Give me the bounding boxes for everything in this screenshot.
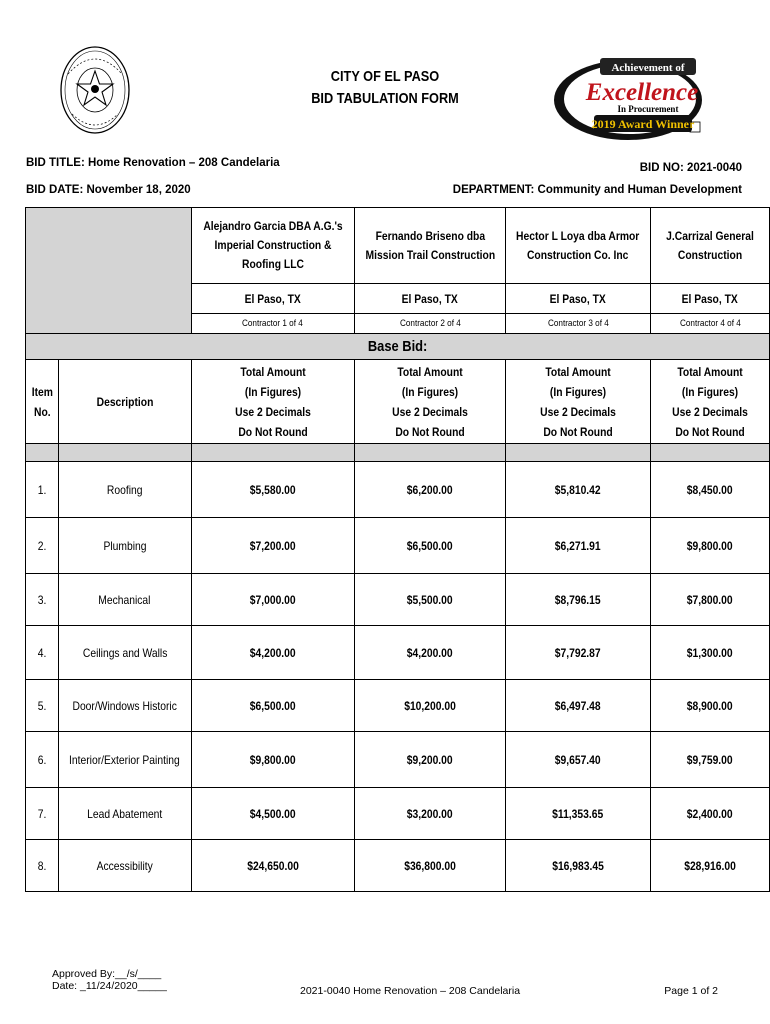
item-description: Interior/Exterior Painting (58, 732, 191, 788)
spacer-cell (506, 444, 650, 462)
bid-amount: $9,759.00 (650, 732, 769, 788)
bid-amount: $6,200.00 (354, 462, 506, 518)
award-line-4: 2019 Award Winner (591, 117, 695, 131)
bid-amount: $7,792.87 (506, 626, 650, 680)
bid-amount: $7,200.00 (191, 518, 354, 574)
bid-amount: $24,650.00 (191, 840, 354, 892)
bid-number: BID NO: 2021-0040 (639, 162, 742, 174)
spacer-cell (650, 444, 769, 462)
table-row (26, 732, 770, 788)
item-no: 8. (26, 840, 59, 892)
bid-amount: $8,796.15 (506, 574, 650, 626)
form-title: BID TABULATION FORM (311, 90, 459, 107)
bid-amount: $4,200.00 (354, 626, 506, 680)
department: DEPARTMENT: Community and Human Development (452, 184, 742, 196)
description-header: Description (58, 360, 191, 444)
amount-header-2: Total Amount (In Figures) Use 2 Decimals Do Not Round (354, 360, 506, 444)
bid-amount: $8,900.00 (650, 680, 769, 732)
bid-title: BID TITLE: Home Renovation – 208 Candelaria (26, 157, 280, 169)
item-no: 3. (26, 574, 59, 626)
bid-amount: $4,200.00 (191, 626, 354, 680)
spacer-cell (26, 444, 59, 462)
contractor-1-name: Alejandro Garcia DBA A.G.'s Imperial Construction & Roofing LLC (191, 208, 354, 284)
bid-amount: $28,916.00 (650, 840, 769, 892)
item-no: 4. (26, 626, 59, 680)
table-row (26, 462, 770, 518)
contractor-2-count: Contractor 2 of 4 (354, 314, 506, 334)
contractor-1-count: Contractor 1 of 4 (191, 314, 354, 334)
base-bid-label: Base Bid: (26, 334, 770, 360)
item-description: Roofing (58, 462, 191, 518)
table-row (26, 574, 770, 626)
amount-header-1: Total Amount (In Figures) Use 2 Decimals Do Not Round (191, 360, 354, 444)
table-row (26, 680, 770, 732)
item-description: Plumbing (58, 518, 191, 574)
bid-amount: $2,400.00 (650, 788, 769, 840)
contractor-3-name: Hector L Loya dba Armor Construction Co. Inc (506, 208, 650, 284)
contractor-4-count: Contractor 4 of 4 (650, 314, 769, 334)
spacer-cell (354, 444, 506, 462)
contractor-2-name: Fernando Briseno dba Mission Trail Construction (354, 208, 506, 284)
approval-block (52, 968, 167, 992)
page-number: Page 1 of 2 (664, 985, 718, 997)
org-name: CITY OF EL PASO (330, 68, 440, 85)
bid-amount: $9,800.00 (650, 518, 769, 574)
spacer-cell (191, 444, 354, 462)
award-line-2: Excellence (585, 79, 699, 106)
award-line-1: Achievement of (611, 62, 685, 74)
bid-amount: $1,300.00 (650, 626, 769, 680)
bid-date: BID DATE: November 18, 2020 (26, 184, 191, 196)
header-blank-cell (26, 208, 192, 334)
item-no: 5. (26, 680, 59, 732)
spacer-cell (58, 444, 191, 462)
contractor-4-city: El Paso, TX (650, 284, 769, 314)
bid-amount: $7,800.00 (650, 574, 769, 626)
table-row (26, 518, 770, 574)
form-title-block (287, 66, 483, 110)
contractor-1-city: El Paso, TX (191, 284, 354, 314)
approved-by: Approved By:__/s/____ (52, 968, 162, 980)
amount-header-4: Total Amount (In Figures) Use 2 Decimals Do Not Round (650, 360, 769, 444)
city-seal-logo (58, 44, 132, 136)
bid-amount: $9,200.00 (354, 732, 506, 788)
bid-amount: $36,800.00 (354, 840, 506, 892)
bid-amount: $8,450.00 (650, 462, 769, 518)
item-no: 2. (26, 518, 59, 574)
bid-amount: $4,500.00 (191, 788, 354, 840)
item-no-header: Item No. (26, 360, 59, 444)
award-badge-logo (550, 52, 710, 144)
item-description: Mechanical (58, 574, 191, 626)
award-line-3: In Procurement (617, 104, 679, 114)
item-no: 7. (26, 788, 59, 840)
contractor-3-count: Contractor 3 of 4 (506, 314, 650, 334)
contractor-3-city: El Paso, TX (506, 284, 650, 314)
contractor-2-city: El Paso, TX (354, 284, 506, 314)
table-row (26, 840, 770, 892)
bid-amount: $7,000.00 (191, 574, 354, 626)
item-description: Lead Abatement (58, 788, 191, 840)
item-description: Accessibility (58, 840, 191, 892)
table-row (26, 626, 770, 680)
bid-amount: $11,353.65 (506, 788, 650, 840)
item-no: 1. (26, 462, 59, 518)
bid-amount: $6,497.48 (506, 680, 650, 732)
item-description: Door/Windows Historic (58, 680, 191, 732)
approval-date: Date: _11/24/2020_____ (52, 980, 167, 992)
item-description: Ceilings and Walls (58, 626, 191, 680)
bid-amount: $6,271.91 (506, 518, 650, 574)
bid-amount: $5,500.00 (354, 574, 506, 626)
bid-amount: $10,200.00 (354, 680, 506, 732)
bid-amount: $3,200.00 (354, 788, 506, 840)
table-row (26, 788, 770, 840)
contractor-4-name: J.Carrizal General Construction (650, 208, 769, 284)
bid-amount: $6,500.00 (191, 680, 354, 732)
bid-amount: $16,983.45 (506, 840, 650, 892)
bid-amount: $6,500.00 (354, 518, 506, 574)
item-no: 6. (26, 732, 59, 788)
amount-header-3: Total Amount (In Figures) Use 2 Decimals Do Not Round (506, 360, 650, 444)
bid-amount: $9,800.00 (191, 732, 354, 788)
bid-amount: $9,657.40 (506, 732, 650, 788)
footer-doc-title: 2021-0040 Home Renovation – 208 Candelaria (300, 985, 521, 997)
bid-amount: $5,580.00 (191, 462, 354, 518)
bid-amount: $5,810.42 (506, 462, 650, 518)
bid-tabulation-table (25, 207, 770, 892)
